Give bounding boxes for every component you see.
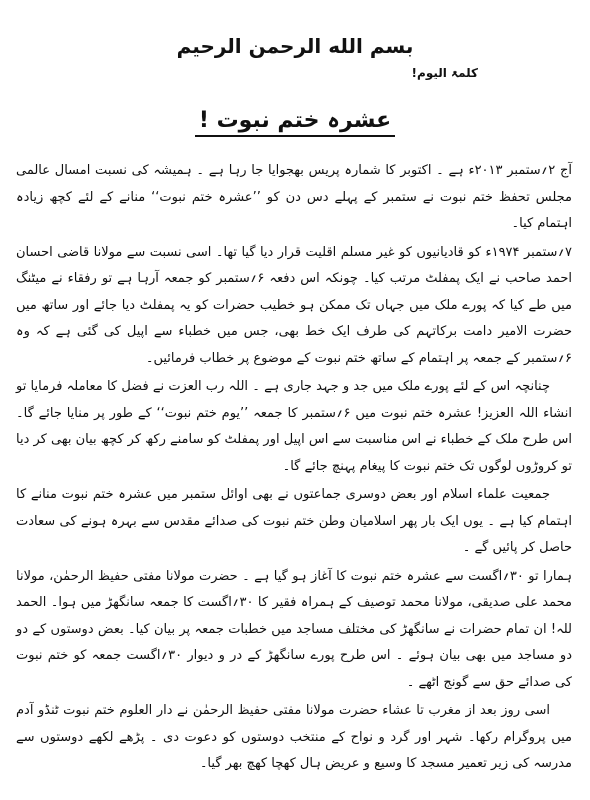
bismillah-heading: بسم الله الرحمن الرحیم bbox=[176, 34, 414, 58]
paragraph: چنانچہ اس کے لئے پورے ملک میں جد و جہد جاری ہے ۔ اللہ رب العزت نے فضل کا معاملہ فرمایا تو انشاء اللہ العزیز! عشرہ ختم نبوت میں ۶؍ستمبر کا جمعہ ’’یوم ختم نبوت‘‘ کے طور پر منایا جائے گا۔ اس طرح ملک کے خطباء نے اس مناسبت سے اس اپیل اور پمفلٹ کو سامنے رکھ کر کچھ بیان بھی کر دیا تو کروڑوں لوگوں تک ختم نبوت کا پیغام پہنچ جائے گا۔ bbox=[16, 379, 572, 474]
paragraph: ہمارا تو ۳۰؍اگست سے عشرہ ختم نبوت کا آغاز ہو گیا ہے ۔ حضرت مولانا مفتی حفیظ الرحمٰن، مولانا محمد علی صدیقی، مولانا محمد توصیف کے ہمراہ فقیر کا ۳۰؍اگست کا جمعہ سانگھڑ میں ہوا۔ الحمد للہ! ان تمام حضرات نے سانگھڑ کی مختلف مساجد میں خطبات جمعہ پر بیان کیا۔ بعض دوستوں کے دو دو مساجد میں بھی بیان ہوئے ۔ اس طرح پورے سانگھڑ کے در و دیوار ۳۰؍اگست جمعہ کو ختم نبوت کی صدائے حق سے گونج اٹھے ۔ bbox=[16, 568, 572, 690]
paragraph: اسی روز بعد از مغرب تا عشاء حضرت مولانا مفتی حفیظ الرحمٰن نے دار العلوم ختم نبوت ٹنڈو آدم میں پروگرام رکھا۔ شہر اور گرد و نواح کے منتخب دوستوں کو دعوت دی ۔ پڑھے لکھے دوستوں سے مدرسہ کی زیر تعمیر مسجد کا وسیع و عریض ہال کھچا کھچ بھر گیا۔ bbox=[16, 703, 572, 771]
article-title-text: عشرہ ختم نبوت ! bbox=[195, 108, 395, 137]
paragraph: آج ۲؍ستمبر ۲۰۱۳ء ہے ۔ اکتوبر کا شمارہ پریس بھجوایا جا رہا ہے ۔ ہمیشہ کی نسبت امسال عالمی مجلس تحفظ ختم نبوت نے ستمبر کے پہلے دس دن کو ’’عشرہ ختم نبوت‘‘ منانے کے لئے کچھ زیادہ اہتمام کیا۔ bbox=[16, 163, 572, 231]
article-body bbox=[16, 158, 572, 780]
paragraph: ۷؍ستمبر ۱۹۷۴ء کو قادیانیوں کو غیر مسلم اقلیت قرار دیا گیا تھا۔ اسی نسبت سے مولانا قاضی احسان احمد صاحب نے ایک پمفلٹ مرتب کیا۔ چونکہ اس دفعہ ۶؍ستمبر کو جمعہ آرہا ہے تو رفقاء نے میٹنگ میں طے کیا کہ پورے ملک میں جہاں تک ممکن ہو خطیب حضرات کو یہ پمفلٹ دیا جائے اور ساتھ میں حضرت الامیر دامت برکاتہم کی طرف ایک خط بھی، جس میں خطباء سے اپیل کی گئی ہے کہ وہ ۶؍ستمبر کے جمعہ پر اہتمام کے ساتھ ختم نبوت کے موضوع پر خطاب فرمائیں۔ bbox=[16, 244, 572, 366]
paragraph: جمعیت علماء اسلام اور بعض دوسری جماعتوں نے بھی اوائل ستمبر میں عشرہ ختم نبوت منانے کا اہتمام کیا ہے ۔ یوں ایک بار پھر اسلامیان وطن ختم نبوت کی صدائے مقدس سے بہرہ ہونے کی سعادت حاصل کر پائیں گے ۔ bbox=[16, 487, 572, 555]
article-title bbox=[0, 108, 590, 133]
column-label: کلمۃ الیوم! bbox=[411, 66, 478, 80]
